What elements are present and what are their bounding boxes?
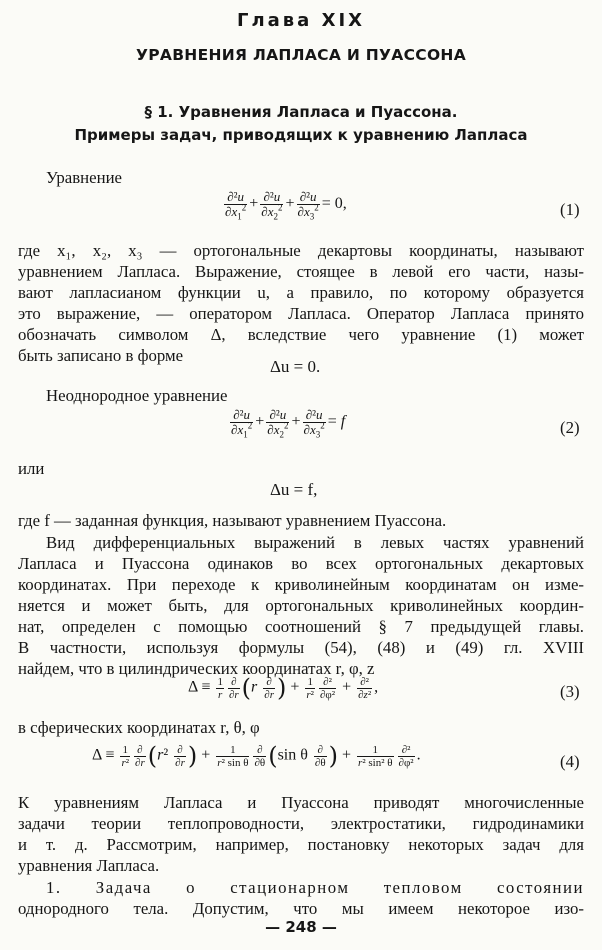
paragraph-1-line-5: обозначать символом Δ, вследствие чего уравнение (1) может <box>18 325 584 344</box>
paragraph-1-line-3: вают лапласианом функции u, а правило, по которому образуется <box>18 283 584 302</box>
equation-3-number: (3) <box>560 682 580 701</box>
paragraph-4-line-1: К уравнениям Лапласа и Пуассона приводят многочисленные <box>18 793 584 812</box>
section-heading-line-1: § 1. Уравнения Лапласа и Пуассона. <box>144 103 458 121</box>
paragraph-1-line-6: быть записано в форме <box>18 346 184 365</box>
equation-2: $\frac{\text{∂²u}}{\partial x_1^2}$ + $\frac{\text{∂²u}}{\partial x_2^2}$ + $\frac{\text{∂²u}}{\partial x_3^2}$ = f <box>231 407 346 440</box>
spherical-intro: в сферических координатах r, θ, φ <box>18 718 260 737</box>
inhomogeneous-text: Неоднородное уравнение <box>46 386 228 405</box>
paragraph-4-line-2: задачи теории теплопроводности, электростатики, гидродинамики <box>18 814 584 833</box>
equation-poisson-short: Δu = f, <box>270 480 318 499</box>
paragraph-4-line-4: уравнения Лапласа. <box>18 856 160 875</box>
equation-4: Δ ≡ $\frac{1}{\text{r²}}$ $\frac{\partial}{\partial r}$ (r² $\frac{\partial}{\partial r}$ ) + $\frac{1}{\text{r² sin θ}}$ $\frac{\partial}{\partial\theta}$ (sin θ $\frac{\partial}{\partial\theta}$ ) + $\frac{1}{\text{r² sin² θ}}$ $\frac{\text{∂²}}{\text{∂φ²}}$ . <box>92 742 421 770</box>
section-heading-line-2: Примеры задач, приводящих к уравнению Лапласа <box>74 126 528 144</box>
paragraph-1-line-4: это выражение, — оператором Лапласа. Оператор Лапласа принято <box>18 304 584 323</box>
equation-4-number: (4) <box>560 752 580 771</box>
paragraph-5-line-2: однородного тела. Допустим, что мы имеем некоторое изо- <box>18 899 584 918</box>
paragraph-3-line-7: найдем, что в цилиндрических координатах r, φ, z <box>18 659 375 678</box>
paragraph-3-line-3: координатах. При переходе к криволинейным координатам он изме- <box>18 575 584 594</box>
paragraph-3-line-6: В частности, используя формулы (54), (48) и (49) гл. XVIII <box>18 638 584 657</box>
equation-2-number: (2) <box>560 418 580 437</box>
paragraph-1-line-1: где x₁, x₂, x₃ — ортогональные декартовы координаты, называют <box>18 241 584 260</box>
page-number: — 248 — <box>265 918 337 936</box>
paragraph-5-line-1: 1. Задача о стационарном тепловом состоянии <box>46 878 584 897</box>
equation-laplace-short: Δu = 0. <box>270 357 321 376</box>
paragraph-1-line-2: уравнением Лапласа. Выражение, стоящее в левой его части, назы- <box>18 262 584 281</box>
equation-1-number: (1) <box>560 200 580 219</box>
equation-1: $\frac{\text{∂²u}}{\partial x_1^2}$ + $\frac{\text{∂²u}}{\partial x_2^2}$ + $\frac{\text{∂²u}}{\partial x_3^2}$ = 0, <box>225 189 347 222</box>
paragraph-3-line-4: няется и может быть, для ортогональных криволинейных координ- <box>18 596 584 615</box>
equation-3: Δ ≡ $\frac{1}{r}$ $\frac{\partial}{\partial r}$ (r $\frac{\partial}{\partial r}$ ) + $\frac{1}{\text{r²}}$ $\frac{\text{∂²}}{\text{∂φ²}}$ + $\frac{\text{∂²}}{\text{∂z²}}$ , <box>188 674 379 702</box>
chapter-title: УРАВНЕНИЯ ЛАПЛАСА И ПУАССОНА <box>135 46 467 64</box>
paragraph-2: где f — заданная функция, называют уравнением Пуассона. <box>18 511 447 530</box>
paragraph-3-line-5: нат, определен с помощью соотношений § 7 предыдущей главы. <box>18 617 584 636</box>
paragraph-3-line-1: Вид дифференциальных выражений в левых частях уравнений <box>46 533 584 552</box>
paragraph-4-line-3: и т. д. Рассмотрим, например, постановку некоторых задач для <box>18 835 584 854</box>
chapter-heading: Глава XIX <box>236 10 366 31</box>
or-word: или <box>18 459 45 478</box>
paragraph-3-line-2: Лапласа и Пуассона одинаков во всех ортогональных декартовых <box>18 554 584 573</box>
intro-text: Уравнение <box>46 168 123 187</box>
